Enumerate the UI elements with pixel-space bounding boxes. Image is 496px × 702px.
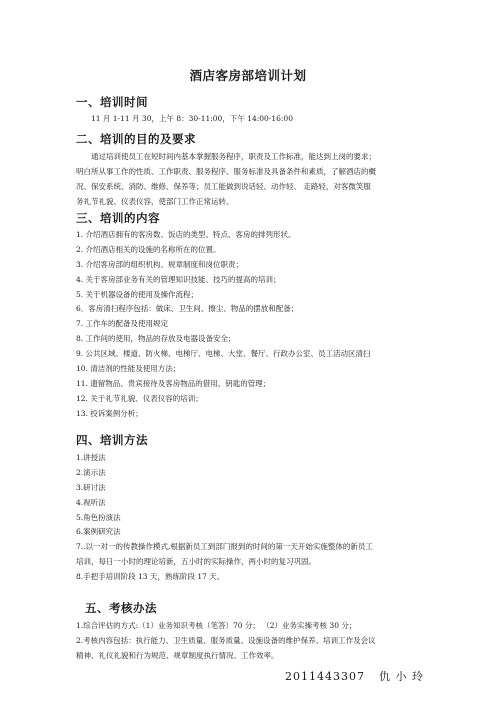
content-item: 2. 介绍酒店相关的设施的名称所在的位置。 — [76, 244, 221, 254]
assessment-line: 精神、礼仪礼貌和行为规范、规章制度执行情况、工作效率。 — [76, 650, 279, 660]
method-item: 8.手把手培训阶段 13 天，熟练阶段 17 天。 — [76, 572, 225, 582]
content-item: 5. 关于机器设备的使用及操作流程； — [76, 289, 199, 299]
content-item: 4. 关于客房部业务有关的管理知识技能、技巧的提高的培训； — [76, 274, 281, 284]
content-item: 1. 介绍酒店拥有的客房数、饭店的类型、特点、客房的排列形状。 — [76, 230, 296, 239]
method-item: 4.视听法 — [76, 497, 106, 507]
section-heading-assessment: 五、考核办法 — [85, 601, 157, 615]
assessment-line: 1.综合评估的方式:（1）业务知识考核（笔答）70 分； （2）业务实操考核 30 分； — [76, 621, 357, 630]
section-heading-purpose: 二、培训的目的及要求 — [76, 132, 196, 146]
method-note-line: 培训，每日一小时的理论培新，五小时的实际操作，两小时的复习巩固。 — [76, 557, 316, 567]
document-title: 酒店客房部培训计划 — [189, 68, 307, 83]
assessment-line: 2.考核内容包括：执行能力、卫生质量、服务质量、设施设备的维护保养、培训工作及会议 — [76, 635, 376, 645]
content-item: 13. 投诉案例分析； — [76, 408, 143, 418]
method-item: 2.演示法 — [76, 467, 106, 477]
student-name: 仇 小 玲 — [379, 670, 424, 683]
purpose-line: 务礼节礼貌、仪表仪容，使部门工作正常运转。 — [76, 196, 234, 206]
purpose-paragraph — [76, 150, 426, 210]
content-item: 10. 清洁剂的性能及使用方法； — [76, 364, 181, 374]
content-item: 6．客房清扫程序包括：做床、卫生间、擦尘、物品的摆放和配备； — [76, 304, 299, 314]
content-item: 7. 工作车的配备及使用规定 — [76, 319, 169, 329]
method-item: 6.案例研究法 — [76, 527, 121, 537]
purpose-line: 况、保安系统、消防、维修、保养等；员工能做到说话轻、动作轻、 走路轻，对客微笑服 — [76, 181, 371, 191]
student-id: 2011443307 — [285, 670, 365, 683]
content-list — [76, 228, 426, 422]
assessment-list — [76, 619, 426, 664]
method-item: 5.角色扮演法 — [76, 512, 121, 522]
purpose-line: 通过培训使员工在短时间内基本掌握服务程序，职责及工作标准，能达到上岗的要求； — [91, 152, 376, 161]
method-item: 1.讲授法 — [76, 453, 106, 462]
content-item: 11. 遗留物品、贵宾接待及客房物品的借用、钥匙的管理； — [76, 378, 271, 388]
content-item: 3. 介绍客房部的组织机构、规章制度和岗位职责； — [76, 259, 244, 269]
signature — [285, 668, 424, 684]
section-heading-time: 一、培训时间 — [76, 95, 148, 109]
section-heading-content: 三、培训的内容 — [76, 211, 160, 225]
section-heading-method: 四、培训方法 — [76, 433, 148, 447]
method-note-line: 7..以一对一的传教操作模式,根据新员工到部门报到的时间的第一天开始实施整体的新员工 — [76, 542, 373, 552]
content-item: 9. 公共区域、楼道、防火梯、电梯厅、电梯、大堂、餐厅、行政办公室、员工活动区清扫 — [76, 349, 371, 359]
content-item: 8. 工作间的使用，物品的存放及电器设备安全； — [76, 334, 236, 344]
content-item: 12. 关于礼节礼貌、仪表仪容的培训； — [76, 393, 203, 403]
method-item: 3.研讨法 — [76, 482, 106, 492]
purpose-line: 明白所从事工作的性质、工作职责、服务程序、服务标准及具备条件和素质，了解酒店的概 — [76, 166, 376, 176]
method-list — [76, 451, 426, 585]
training-time-text: 11 月 1-11 月 30，上午 8：30-11:00，下午 14:00-16:00 — [91, 114, 293, 123]
